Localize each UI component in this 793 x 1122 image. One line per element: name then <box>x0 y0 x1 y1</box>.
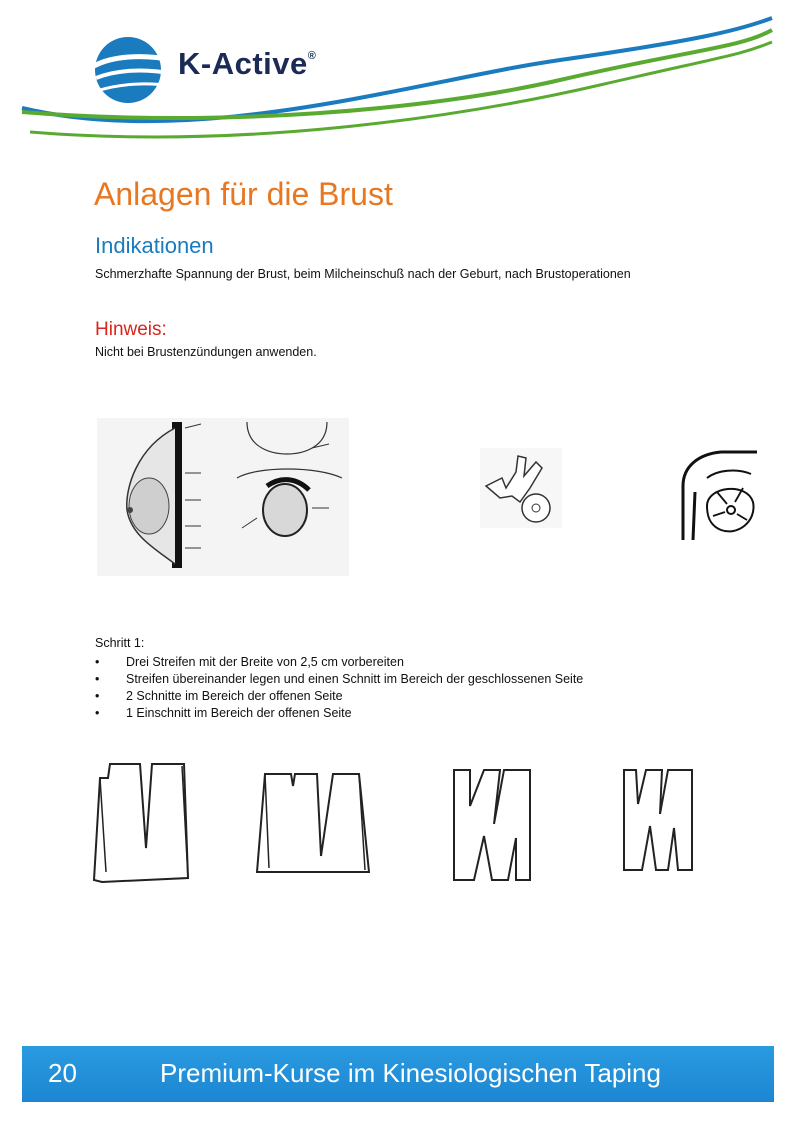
strip-cut-step-b-illustration <box>255 768 373 876</box>
logo-globe-icon <box>92 36 176 108</box>
footer-title: Premium-Kurse im Kinesiologischen Taping <box>160 1058 661 1088</box>
strip-cut-step-c-illustration <box>450 766 536 884</box>
list-item: • 2 Schnitte im Bereich der offenen Seite <box>95 688 655 705</box>
note-heading: Hinweis: <box>95 319 167 340</box>
tape-application-illustration <box>677 446 759 542</box>
tape-cut-shape-illustration <box>480 448 562 528</box>
strip-cut-step-d-illustration <box>620 766 698 876</box>
page-title: Anlagen für die Brust <box>94 176 393 212</box>
indications-heading: Indikationen <box>95 233 214 258</box>
note-text: Nicht bei Brustenzündungen anwenden. <box>95 345 317 359</box>
list-item: • 1 Einschnitt im Bereich der offenen Seite <box>95 705 655 722</box>
page-number: 20 <box>48 1058 77 1088</box>
strip-cut-step-a-illustration <box>92 762 192 884</box>
step-label: Schritt 1: <box>95 636 145 650</box>
step-list <box>95 654 655 722</box>
breast-anatomy-illustration <box>97 418 349 576</box>
list-item: • Drei Streifen mit der Breite von 2,5 cm vorbereiten <box>95 654 655 671</box>
logo-text: K-Active® <box>178 46 317 81</box>
indications-text: Schmerzhafte Spannung der Brust, beim Milcheinschuß nach der Geburt, nach Brustoperationen <box>95 267 631 281</box>
list-item: • Streifen übereinander legen und einen Schnitt im Bereich der geschlossenen Seite <box>95 671 655 688</box>
